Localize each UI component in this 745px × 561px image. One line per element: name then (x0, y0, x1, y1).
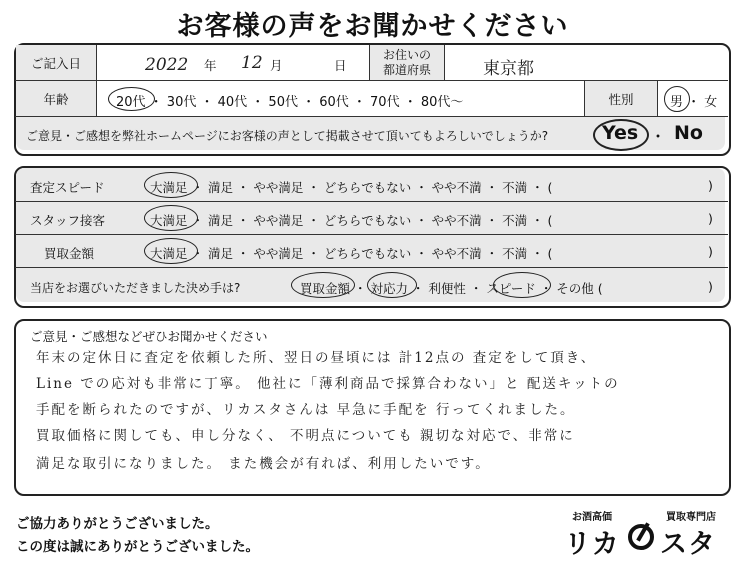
prefecture-value: 東京都 (483, 59, 534, 79)
publish-question: ご意見・ご感想を弊社ホームページにお客様の声として掲載させて頂いてもよろしいでしょうか? (26, 129, 549, 143)
yes-selected-circle (593, 119, 649, 151)
survey-label-speed: 査定スピード (30, 180, 105, 195)
divider (444, 45, 445, 80)
reason-options: 買取金額 ・ 対応力 ・ 利便性 ・ スピード ・ その他 ( (300, 281, 603, 296)
survey-scale-staff: 大満足 ・ 満足 ・ やや満足 ・ どちらでもない ・ やや不満 ・ 不満 ・ ( (150, 213, 553, 228)
prefecture-label-line1: お住いの (382, 48, 431, 62)
survey-label-price: 買取金額 (44, 246, 95, 261)
survey-label-staff: スタッフ接客 (30, 213, 106, 228)
survey-close-price: ) (708, 244, 713, 259)
divider (657, 81, 658, 116)
divider (15, 201, 728, 202)
comment-label: ご意見・ご感想などぜひお聞かせください (30, 329, 268, 344)
reason-label: 当店をお選びいただきました決め手は? (30, 281, 241, 295)
brand-logo (560, 504, 740, 558)
comment-line: 買取価格に関しても、申し分なく、 不明点についても 親切な対応で、非常に (36, 428, 575, 444)
year-value: 2022 (145, 55, 189, 75)
month-value: 12 (241, 53, 263, 73)
footer-thanks-2: この度は誠にありがとうございました。 (16, 539, 259, 555)
prefecture-label (370, 45, 444, 80)
logo-sub-left: お酒高価 (572, 512, 612, 523)
logo-sub-right: 買取専門店 (666, 512, 716, 523)
age-label: 年齢 (16, 81, 96, 116)
logo-main-right: スタ (660, 529, 716, 560)
survey-close-staff: ) (708, 211, 713, 226)
comment-line: 満足な取引になりました。 また機会が有れば、利用したいです。 (36, 456, 491, 472)
reason-close: ) (708, 279, 713, 294)
page-title: お客様の声をお聞かせください (176, 11, 569, 42)
logo-main-left: リカ (564, 529, 620, 560)
footer-thanks-1: ご協力ありがとうございました。 (16, 516, 219, 532)
speed-selected-circle (144, 172, 198, 198)
no-option: No (674, 122, 703, 144)
age-options: 20代 ・ 30代 ・ 40代 ・ 50代 ・ 60代 ・ 70代 ・ 80代〜 (116, 95, 464, 110)
comment-line: 手配を断られたのですが、リカスタさんは 早急に手配を 行ってくれました。 (36, 402, 576, 418)
comment-line: 年末の定休日に査定を依頼した所、翌日の昼頃には 計12点の 査定をして頂き、 (36, 350, 597, 366)
year-label: 年 (204, 58, 217, 73)
divider (96, 45, 97, 116)
price-selected-circle (144, 238, 198, 264)
yes-no-separator: ・ (650, 127, 667, 146)
reason-speed-circle (493, 272, 551, 298)
day-label: 日 (334, 58, 347, 73)
comment-line: Line での応対も非常に丁寧。 他社に「薄利商品で採算合わない」と 配送キットの (36, 376, 620, 392)
reason-service-circle (367, 272, 417, 298)
gender-label: 性別 (585, 81, 657, 116)
gender-options: 男 ・ 女 (670, 95, 718, 110)
reason-price-circle (291, 272, 355, 298)
logo-bottle-icon (628, 524, 654, 550)
yes-option: Yes (602, 122, 639, 144)
month-label: 月 (270, 58, 283, 73)
survey-scale-price: 大満足 ・ 満足 ・ やや満足 ・ どちらでもない ・ やや不満 ・ 不満 ・ ( (150, 246, 553, 261)
gender-selected-circle (664, 86, 690, 112)
prefecture-label-line2: 都道府県 (382, 63, 431, 77)
staff-selected-circle (144, 205, 198, 231)
age-selected-circle (108, 87, 155, 111)
survey-close-speed: ) (708, 178, 713, 193)
divider (15, 267, 728, 268)
divider (15, 234, 728, 235)
date-label: ご記入日 (16, 45, 96, 80)
survey-scale-speed: 大満足 ・ 満足 ・ やや満足 ・ どちらでもない ・ やや不満 ・ 不満 ・ ( (150, 180, 553, 195)
